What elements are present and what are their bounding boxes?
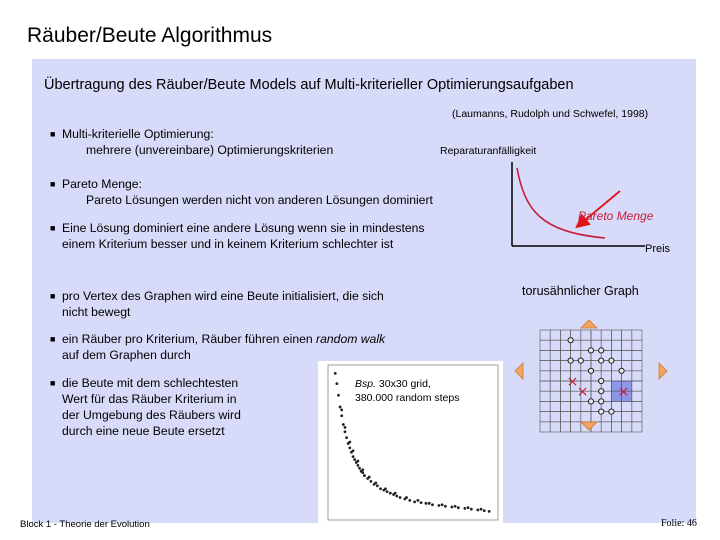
scatter-point (379, 487, 382, 490)
grid-cell (550, 422, 560, 432)
scatter-point (357, 464, 360, 467)
scatter-point (476, 508, 479, 511)
scatter-point (344, 426, 347, 429)
scatter-point (444, 505, 447, 508)
grid-cell (571, 412, 581, 422)
bullet-text-line: der Umgebung des Räubers wird (62, 408, 241, 422)
grid-cell (611, 330, 621, 340)
prey-node (568, 358, 573, 363)
top-wrap-arrow-icon (581, 320, 597, 328)
bullet-marker-icon: ■ (50, 129, 56, 139)
bullet-marker-icon: ■ (50, 378, 56, 388)
grid-cell (622, 401, 632, 411)
scatter-point (389, 492, 392, 495)
grid-cell (550, 371, 560, 381)
grid-cell (540, 330, 550, 340)
bullet-multi-criteria (50, 126, 382, 158)
scatter-point (353, 458, 356, 461)
grid-cell (622, 340, 632, 350)
prey-node (619, 368, 624, 373)
scatter-point (483, 509, 486, 512)
pareto-front-curve (517, 168, 605, 238)
pareto-set-label: Pareto Menge (578, 209, 654, 223)
bullet-text-line: nicht bewegt (62, 305, 131, 319)
grid-cells (540, 330, 642, 432)
grid-cell (540, 412, 550, 422)
grid-cell (550, 340, 560, 350)
example-label (355, 377, 460, 405)
scatter-point (357, 460, 360, 463)
scatter-point (363, 474, 366, 477)
bullet-text-line: Wert für das Räuber Kriterium in (62, 392, 237, 406)
grid-cell (560, 412, 570, 422)
scatter-point (408, 499, 411, 502)
left-wrap-arrow-icon (515, 363, 523, 379)
grid-cell (550, 361, 560, 371)
grid-cell (632, 361, 642, 371)
scatter-point (457, 506, 460, 509)
random-walk-term: random walk (316, 332, 386, 346)
right-wrap-arrow-icon (659, 363, 667, 379)
prey-node (599, 358, 604, 363)
bullet-text-line: durch eine neue Beute ersetzt (62, 424, 225, 438)
example-label-italic: Bsp. (355, 378, 377, 390)
scatter-point (405, 496, 408, 499)
grid-cell (632, 350, 642, 360)
scatter-point (470, 508, 473, 511)
prey-node (588, 399, 593, 404)
panel-subtitle: Übertragung des Räuber/Beute Models auf Multi-kriterieller Optimierungsaufgaben (44, 77, 574, 93)
bullet-subtext: mehrere (unvereinbare) Optimierungskriterien (86, 143, 334, 157)
grid-cell (591, 330, 601, 340)
scatter-point (352, 455, 355, 458)
scatter-point (441, 503, 444, 506)
scatter-point (361, 468, 364, 471)
scatter-point (384, 487, 387, 490)
scatter-point (450, 506, 453, 509)
grid-cell (622, 330, 632, 340)
grid-cell (550, 330, 560, 340)
scatter-point (420, 501, 423, 504)
grid-cell (632, 371, 642, 381)
bullet-marker-icon: ■ (50, 179, 56, 189)
prey-node (578, 358, 583, 363)
grid-cell (550, 401, 560, 411)
example-label-text: 30x30 grid, (376, 378, 431, 390)
prey-node (568, 338, 573, 343)
grid-cell (632, 412, 642, 422)
scatter-point (488, 510, 491, 513)
prey-node (588, 368, 593, 373)
scatter-point (368, 476, 371, 479)
grid-cell (622, 422, 632, 432)
scatter-point (386, 490, 389, 493)
prey-node (599, 409, 604, 414)
grid-cell (571, 422, 581, 432)
scatter-point (428, 502, 431, 505)
scatter-point (340, 414, 343, 417)
bullet-prey-replacement (50, 375, 312, 439)
scatter-point (344, 430, 347, 433)
scatter-point (339, 406, 342, 409)
grid-cell (560, 422, 570, 432)
bullet-dominance (50, 220, 492, 252)
prey-node (588, 348, 593, 353)
grid-cell (540, 422, 550, 432)
scatter-point (342, 423, 345, 426)
grid-cell (550, 381, 560, 391)
grid-cell (632, 401, 642, 411)
bullet-text-line: Pareto Menge: (62, 177, 142, 191)
grid-cell (571, 401, 581, 411)
grid-cell (550, 391, 560, 401)
grid-cell (632, 340, 642, 350)
example-steps: 380.000 random steps (355, 392, 460, 404)
scatter-point (395, 495, 398, 498)
bullet-text-line: einem Kriterium besser und in keinem Kriterium schlechter ist (62, 237, 394, 251)
bullet-text-line: Multi-kriterielle Optimierung: (62, 127, 214, 141)
scatter-point (480, 508, 483, 511)
scatter-point (348, 446, 351, 449)
bullet-predator-walk (50, 331, 462, 363)
pareto-ylabel: Reparaturanfälligkeit (440, 145, 537, 157)
grid-cell (540, 340, 550, 350)
scatter-point (376, 484, 379, 487)
footer-course: Block 1 - Theorie der Evolution (20, 519, 150, 530)
prey-node (599, 389, 604, 394)
grid-cell (611, 340, 621, 350)
bullet-text-line: die Beute mit dem schlechtesten (62, 376, 239, 390)
grid-cell (540, 381, 550, 391)
grid-cell (632, 381, 642, 391)
predator-marker-icon: × (617, 384, 630, 401)
prey-node (599, 378, 604, 383)
prey-node (609, 409, 614, 414)
bullet-marker-icon: ■ (50, 334, 56, 344)
bullet-text-line: ein Räuber pro Kriterium, Räuber führen einen (62, 332, 317, 346)
scatter-point (374, 481, 377, 484)
grid-cell (622, 412, 632, 422)
torus-grid-diagram (505, 318, 675, 433)
predator-marker-icon: × (576, 384, 589, 401)
scatter-point (348, 441, 351, 444)
scatter-point (358, 467, 361, 470)
scatter-point (467, 506, 470, 509)
scatter-point (463, 507, 466, 510)
grid-cell (581, 330, 591, 340)
grid-cell (581, 412, 591, 422)
scatter-point (352, 449, 355, 452)
prey-node (599, 399, 604, 404)
grid-cell (601, 330, 611, 340)
grid-cell (601, 422, 611, 432)
bullet-marker-icon: ■ (50, 223, 56, 233)
bullet-marker-icon: ■ (50, 291, 56, 301)
bullet-subtext: Pareto Lösungen werden nicht von anderen Lösungen dominiert (86, 193, 433, 207)
scatter-point (361, 471, 364, 474)
citation: (Laumanns, Rudolph und Schwefel, 1998) (452, 108, 649, 120)
scatter-point (340, 408, 343, 411)
grid-cell (540, 350, 550, 360)
grid-cell (560, 391, 570, 401)
bullet-text-line: pro Vertex des Graphen wird eine Beute initialisiert, die sich (62, 289, 384, 303)
grid-cell (550, 412, 560, 422)
pareto-xlabel: Preis (645, 243, 671, 255)
scatter-point (413, 500, 416, 503)
grid-cell (632, 391, 642, 401)
slide-title: Räuber/Beute Algorithmus (27, 24, 273, 47)
prey-node (609, 358, 614, 363)
grid-cell (540, 401, 550, 411)
grid-cell (540, 371, 550, 381)
bullet-text-line: auf dem Graphen durch (62, 348, 191, 362)
bullet-text-line: Eine Lösung dominiert eine andere Lösung wenn sie in mindestens (62, 221, 425, 235)
scatter-point (335, 382, 338, 385)
grid-markers (567, 338, 630, 415)
grid-cell (550, 350, 560, 360)
predator-marker-icon: × (566, 374, 579, 390)
scatter-point (438, 504, 441, 507)
scatter-point (337, 394, 340, 397)
bullet-prey-init (50, 288, 462, 320)
prey-node (599, 348, 604, 353)
scatter-point (454, 505, 457, 508)
grid-cell (622, 350, 632, 360)
scatter-point (369, 480, 372, 483)
grid-cell (560, 401, 570, 411)
scatter-point (399, 496, 402, 499)
bottom-wrap-arrow-icon (581, 422, 597, 430)
bullet-pareto-set (50, 176, 502, 208)
footer-slide-number: Folie: 46 (661, 518, 697, 529)
pareto-diagram (440, 145, 680, 260)
grid-cell (540, 391, 550, 401)
scatter-point (334, 372, 337, 375)
graph-label: torusähnlicher Graph (522, 284, 639, 298)
grid-cell (611, 422, 621, 432)
scatter-point (345, 436, 348, 439)
grid-cell (632, 422, 642, 432)
scatter-point (416, 499, 419, 502)
grid-cell (632, 330, 642, 340)
scatter-point (431, 503, 434, 506)
grid-cell (540, 361, 550, 371)
scatter-point (394, 492, 397, 495)
scatter-point (425, 502, 428, 505)
